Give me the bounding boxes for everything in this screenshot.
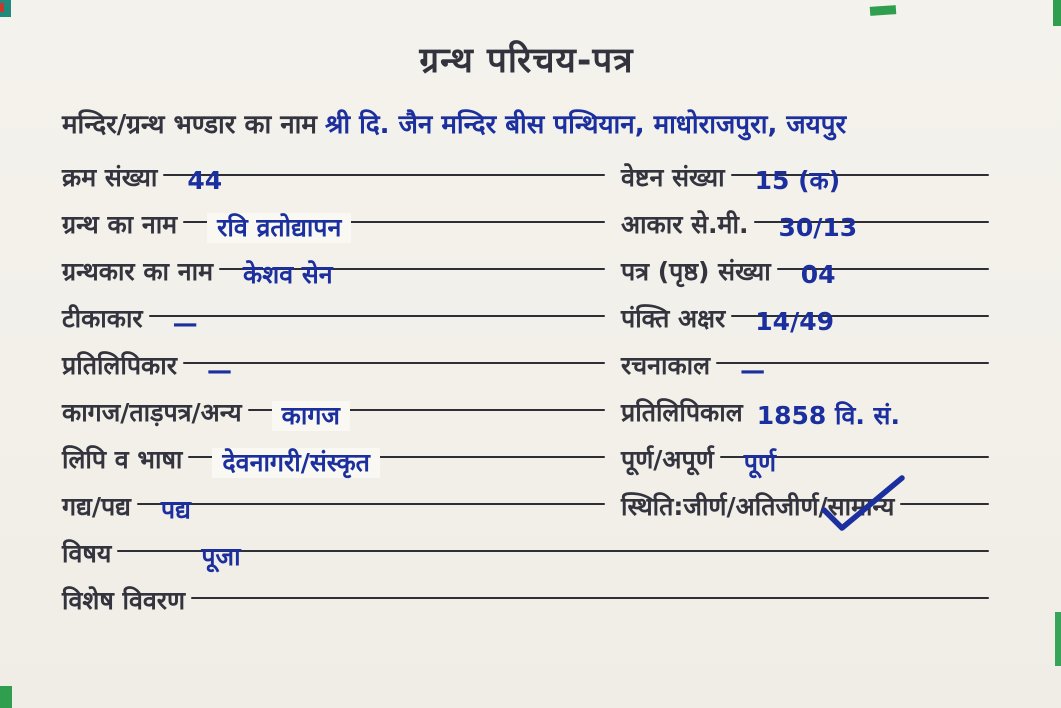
scan-artifact	[0, 686, 12, 708]
fill-line	[213, 253, 607, 300]
fill-line	[177, 206, 607, 253]
repository-name-value: श्री दि. जैन मन्दिर बीस पन्थियान, माधोराजपुरा, जयपुर	[324, 110, 847, 140]
field-row	[62, 347, 991, 394]
special-details-field	[62, 582, 991, 629]
serial-number-field	[62, 159, 607, 206]
field-value: 44	[187, 166, 223, 195]
field-value: पूर्ण	[743, 448, 777, 477]
field-value: —	[740, 356, 765, 385]
field-value: 04	[800, 260, 836, 289]
fill-line	[725, 159, 991, 206]
field-value: —	[206, 356, 231, 385]
condition-checked-option: सामान्य	[828, 488, 895, 535]
field-row	[62, 253, 991, 300]
field-label: ग्रन्थ का नाम	[62, 210, 178, 239]
field-label: विशेष विवरण	[62, 586, 186, 615]
field-value: 1858 वि. सं.	[756, 401, 900, 430]
card-content	[62, 26, 991, 629]
field-value: पूजा	[201, 542, 241, 571]
leaf-page-count-field	[607, 253, 991, 300]
field-value: केशव सेन	[243, 260, 333, 289]
fill-line	[743, 394, 991, 441]
fill-line	[111, 535, 991, 582]
field-row	[62, 206, 991, 253]
author-name-field	[62, 253, 607, 300]
scan-artifact	[870, 5, 897, 16]
page-title: ग्रन्थ परिचय-पत्र	[419, 41, 634, 81]
field-label: प्रतिलिपिकार	[62, 351, 177, 380]
scan-artifact	[1053, 0, 1061, 26]
scan-artifact	[1055, 612, 1061, 666]
field-value: 30/13	[778, 213, 858, 242]
fill-line	[157, 159, 607, 206]
field-row	[62, 582, 991, 629]
fill-line	[131, 488, 607, 535]
field-value: —	[172, 309, 197, 338]
commentator-field	[62, 300, 607, 347]
field-label: प्रतिलिपिकाल	[621, 398, 743, 427]
fill-line	[242, 394, 607, 441]
fill-line	[748, 206, 991, 253]
fill-line	[771, 253, 991, 300]
field-label: कागज/ताड़पत्र/अन्य	[62, 398, 242, 427]
prose-verse-field	[62, 488, 607, 535]
field-label: गद्य/पद्य	[62, 492, 131, 521]
field-label: टीकाकार	[62, 304, 143, 333]
field-row	[62, 394, 991, 441]
field-label: विषय	[62, 539, 112, 568]
repository-name-field	[62, 105, 991, 141]
field-value: रवि व्रतोद्यापन	[207, 213, 351, 243]
field-label: स्थिति:जीर्ण/अतिजीर्ण/	[621, 492, 828, 521]
field-label: पत्र (पृष्ठ) संख्या	[621, 257, 771, 286]
composition-date-field	[607, 347, 991, 394]
check-mark-icon	[814, 474, 914, 536]
scan-artifact	[0, 3, 4, 12]
field-label: रचनाकाल	[621, 351, 711, 380]
complete-incomplete-field	[607, 441, 991, 488]
condition-field	[607, 488, 991, 535]
field-label: पूर्ण/अपूर्ण	[621, 445, 714, 474]
field-value: कागज	[272, 401, 350, 431]
fill-line	[177, 347, 607, 394]
bundle-number-field	[607, 159, 991, 206]
fill-line	[182, 441, 607, 488]
field-rows	[62, 159, 991, 629]
field-value: 15 (क)	[754, 166, 841, 195]
field-row	[62, 535, 991, 582]
script-language-field	[62, 441, 607, 488]
field-label: आकार से.मी.	[621, 210, 749, 239]
repository-name-label: मन्दिर/ग्रन्थ भण्डार का नाम	[62, 110, 317, 140]
field-row	[62, 159, 991, 206]
field-value: 14/49	[755, 307, 834, 336]
fill-line	[710, 347, 991, 394]
field-label: क्रम संख्या	[62, 163, 158, 192]
field-row	[62, 300, 991, 347]
field-label: वेष्टन संख्या	[621, 163, 725, 192]
copyist-field	[62, 347, 607, 394]
lines-letters-field	[607, 300, 991, 347]
book-name-field	[62, 206, 607, 253]
field-value: देवनागरी/संस्कृत	[212, 448, 380, 478]
copy-date-field	[607, 394, 991, 441]
field-label: पंक्ति अक्षर	[621, 304, 726, 333]
material-field	[62, 394, 607, 441]
field-label: ग्रन्थकार का नाम	[62, 257, 214, 286]
field-value: पद्य	[160, 495, 191, 524]
field-label: लिपि व भाषा	[62, 445, 183, 474]
fill-line	[143, 300, 607, 347]
fill-line	[725, 300, 991, 347]
fill-line	[185, 582, 991, 629]
subject-field	[62, 535, 991, 582]
size-cm-field	[607, 206, 991, 253]
field-row	[62, 488, 991, 535]
